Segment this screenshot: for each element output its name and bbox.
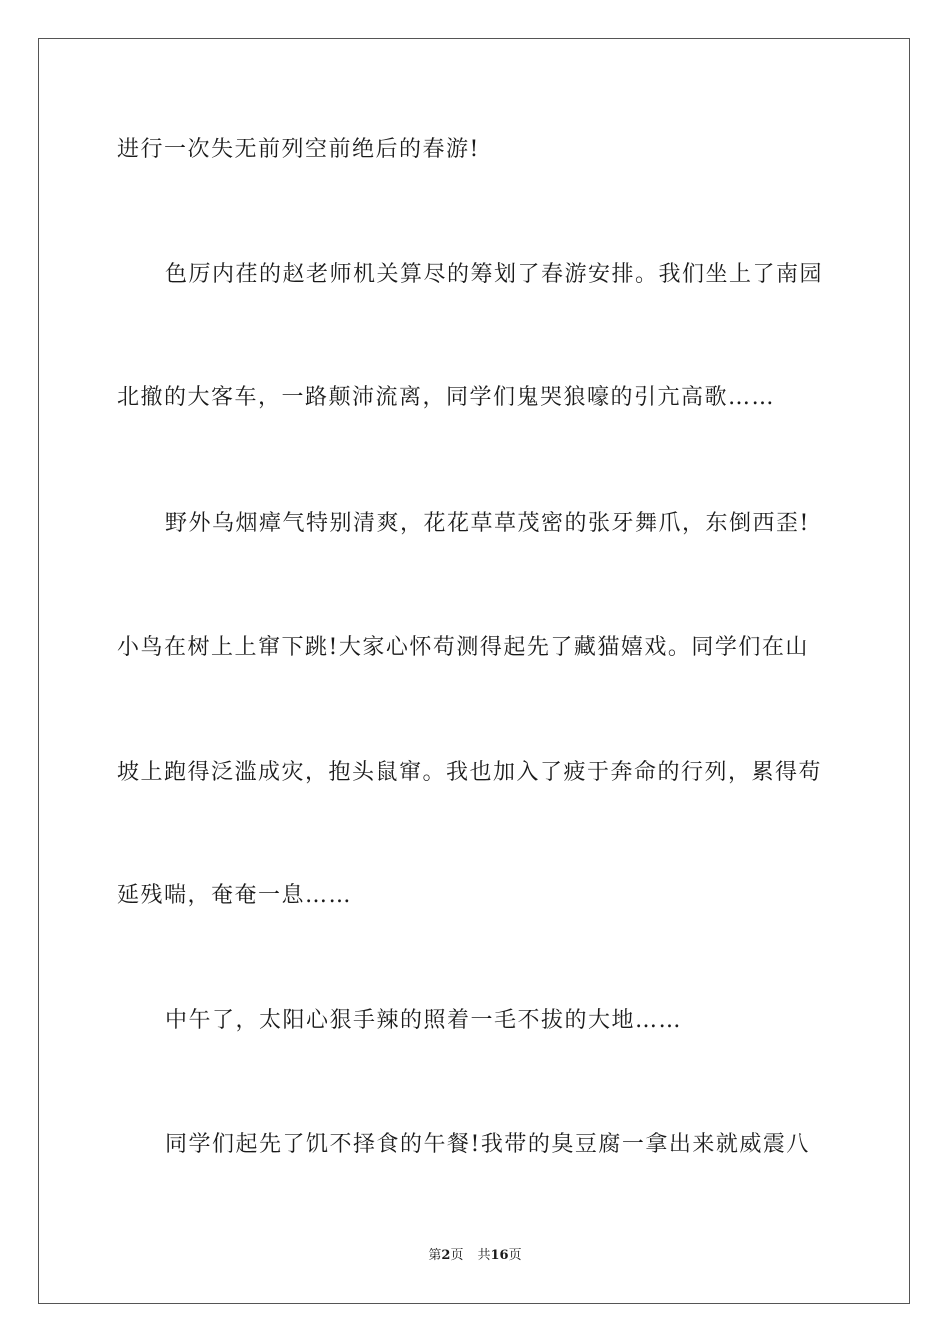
footer-page-unit: 页 (450, 1248, 464, 1263)
page-frame (38, 38, 910, 1304)
page-footer (0, 1247, 950, 1265)
footer-page-total: 16 (490, 1248, 509, 1263)
text-line-4: 野外乌烟瘴气特别清爽，花花草草茂密的张牙舞爪，东倒西歪! (165, 511, 810, 536)
text-line-8: 中午了，太阳心狠手辣的照着一毛不拔的大地…… (165, 1008, 683, 1033)
text-line-6: 坡上跑得泛滥成灾，抱头鼠窜。我也加入了疲于奔命的行列，累得苟 (117, 760, 823, 785)
footer-total-unit: 页 (508, 1248, 522, 1263)
text-line-3: 北撤的大客车，一路颠沛流离，同学们鬼哭狼嚎的引亢高歌…… (117, 385, 776, 410)
footer-total-prefix: 共 (477, 1248, 491, 1263)
text-line-2: 色厉内荏的赵老师机关算尽的筹划了春游安排。我们坐上了南园 (165, 262, 824, 287)
text-line-1: 进行一次失无前列空前绝后的春游! (117, 137, 480, 162)
text-line-9: 同学们起先了饥不择食的午餐!我带的臭豆腐一拿出来就威震八 (165, 1132, 810, 1157)
text-line-7: 延残喘，奄奄一息…… (117, 883, 353, 908)
footer-page-prefix: 第 (428, 1248, 442, 1263)
footer-page-current: 2 (441, 1248, 451, 1263)
text-line-5: 小鸟在树上上窜下跳!大家心怀苟测得起先了藏猫嬉戏。同学们在山 (117, 635, 809, 660)
